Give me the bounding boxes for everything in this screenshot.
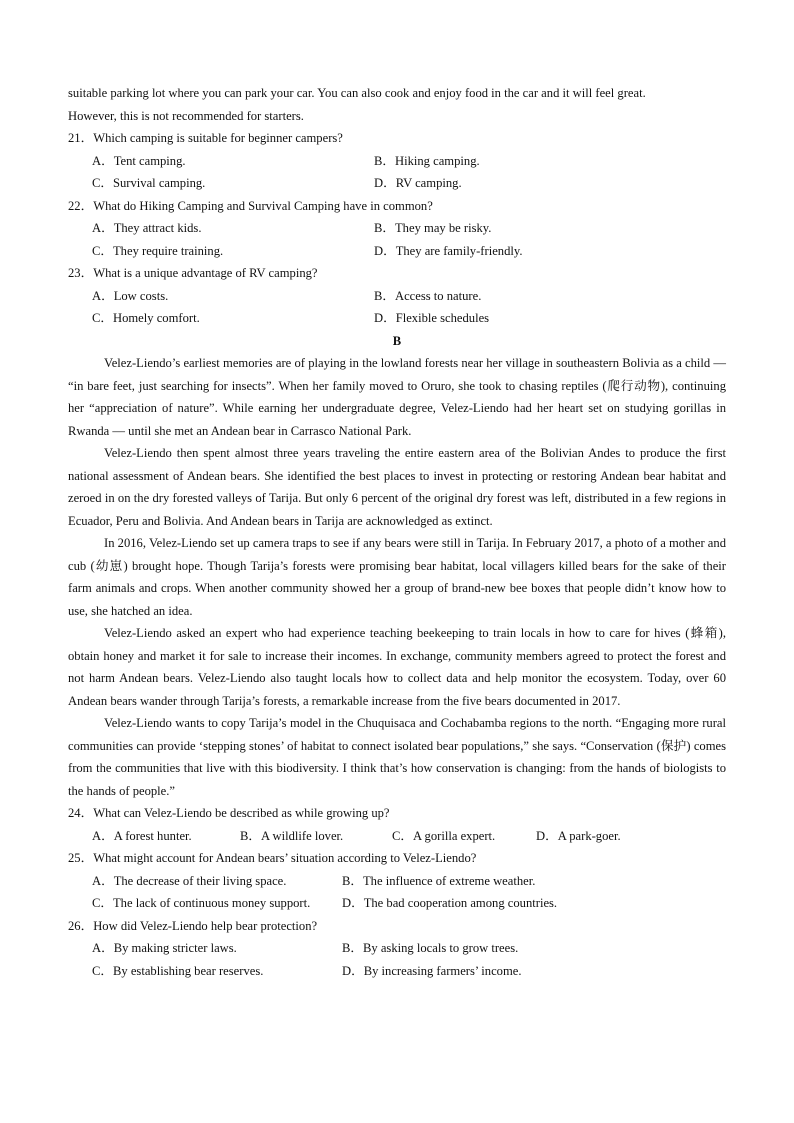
question-22: 22．What do Hiking Camping and Survival Camping have in common? xyxy=(68,198,433,213)
option-b: B．They may be risky. xyxy=(374,221,492,235)
passage-paragraph: Velez-Liendo asked an expert who had experience teaching beekeeping to train locals in how to care for hives (蜂箱), obtain honey and market it for sale to increase their incomes. In exchange, community members agreed to protect the forest and not harm Andean bears. Velez-Liendo also taught locals how to collect data and help monitor the ecosystem. Today, over 60 Andean bears wander through Tarija’s forests, a remarkable increase from the five bears documented in 2017. xyxy=(68,626,726,708)
section-heading-b: B xyxy=(392,333,402,348)
option-b: B．By asking locals to grow trees. xyxy=(342,941,519,955)
option-a: A．Low costs. xyxy=(92,288,169,303)
option-d: D．A park-goer. xyxy=(536,828,621,843)
options-21 xyxy=(68,150,726,195)
options-23 xyxy=(68,285,726,330)
passage-paragraph: Velez-Liendo’s earliest memories are of playing in the lowland forests near her village in southeastern Bolivia as a child — “in bare feet, just searching for insects”. When her family moved to Oruro, she took to chasing reptiles (爬行动物), continuing her “appreciation of nature”. While earning her undergraduate degree, Velez-Liendo had her heart set on studying gorillas in Rwanda — until she met an Andean bear in Carrasco National Park. xyxy=(68,356,726,438)
option-b: B．Hiking camping. xyxy=(374,153,480,168)
exam-page xyxy=(68,82,726,982)
options-26 xyxy=(68,937,726,982)
option-d: D．They are family-friendly. xyxy=(374,243,523,258)
options-25 xyxy=(68,870,726,915)
option-a: A．By making stricter laws. xyxy=(92,941,237,955)
option-a: A．A forest hunter. xyxy=(92,828,192,843)
option-a: A．Tent camping. xyxy=(92,153,186,168)
option-d: D．The bad cooperation among countries. xyxy=(342,896,558,910)
option-c: C．Homely comfort. xyxy=(92,311,200,325)
question-21: 21．Which camping is suitable for beginner campers? xyxy=(68,131,343,145)
option-b: B．The influence of extreme weather. xyxy=(342,873,536,888)
option-a: A．The decrease of their living space. xyxy=(92,873,287,888)
option-c: C．Survival camping. xyxy=(92,176,206,190)
intro-tail-line: suitable parking lot where you can park your car. You can also cook and enjoy food in the car and it will feel great. xyxy=(68,86,646,100)
option-c: C．The lack of continuous money support. xyxy=(92,896,311,910)
question-24: 24．What can Velez-Liendo be described as while growing up? xyxy=(68,806,390,820)
option-b: B．Access to nature. xyxy=(374,288,482,303)
option-d: D．RV camping. xyxy=(374,176,462,190)
passage-paragraph: Velez-Liendo wants to copy Tarija’s model in the Chuquisaca and Cochabamba regions to the north. “Engaging more rural communities can provide ‘stepping stones’ of habitat to connect isolated bear populations,” she says. “Conservation (保护) comes from the communities that live with this biodiversity. I think that’s how conservation is changing: from the hands of biologists to the hands of people.” xyxy=(68,716,726,798)
question-25: 25．What might account for Andean bears’ situation according to Velez-Liendo? xyxy=(68,851,477,865)
option-c: C．They require training. xyxy=(92,243,224,258)
option-d: D．By increasing farmers’ income. xyxy=(342,963,522,978)
option-a: A．They attract kids. xyxy=(92,221,202,235)
option-b: B．A wildlife lover. xyxy=(240,828,344,843)
intro-tail-line: However, this is not recommended for starters. xyxy=(68,108,304,123)
options-24 xyxy=(68,825,726,848)
question-23: 23．What is a unique advantage of RV camping? xyxy=(68,266,318,280)
question-26: 26．How did Velez-Liendo help bear protection? xyxy=(68,918,318,933)
option-c: C．By establishing bear reserves. xyxy=(92,963,264,978)
passage-paragraph: Velez-Liendo then spent almost three years traveling the entire eastern area of the Bolivian Andes to produce the first national assessment of Andean bears. She identified the best places to invest in protecting or restoring Andean bear habitat and zeroed in on the dry forested valleys of Tarija. But only 6 percent of the original dry forest was left, distributed in a few regions in Ecuador, Peru and Bolivia. And Andean bears in Tarija are acknowledged as extinct. xyxy=(68,446,726,528)
option-d: D．Flexible schedules xyxy=(374,311,490,325)
options-22 xyxy=(68,217,726,262)
passage-paragraph: In 2016, Velez-Liendo set up camera traps to see if any bears were still in Tarija. In February 2017, a photo of a mother and cub (幼崽) brought hope. Though Tarija’s forests were promising bear habitat, local villagers killed bears for the sake of their farm animals and crops. When another community showed her a group of brand-new bee boxes that people didn’t know how to use, she hatched an idea. xyxy=(68,536,726,618)
option-c: C．A gorilla expert. xyxy=(392,828,496,843)
